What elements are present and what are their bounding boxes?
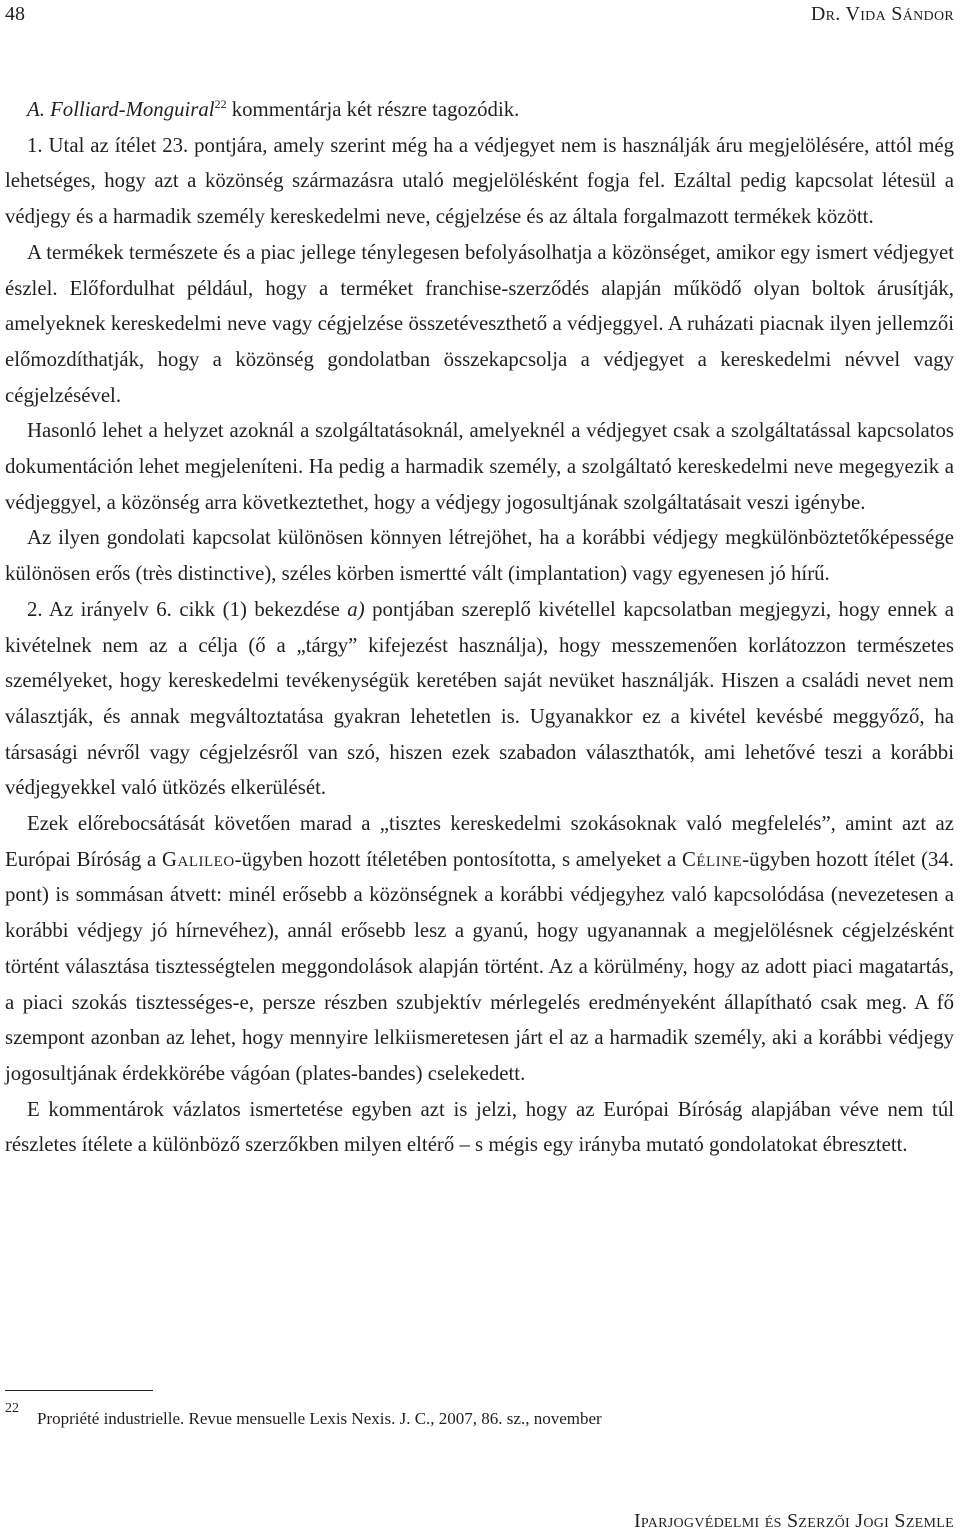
paragraph-products: A termékek természete és a piac jellege ténylegesen befolyásolhatja a közönséget, amikor egy ismert védjegyet észlel. Előfordulhat például, hogy a terméket franchise-szerződés alapján működő olyan boltok árusítják, amelyeknek kereskedelmi neve vagy cégjelzése összetéveszthető a védjeggyel. A ruházati piacnak ilyen jellemzői előmozdíthatják, hogy a közönség gondolatban összekapcsolja a védjegyet a kereskedelmi névvel vagy cégjelzésével. (5, 240, 954, 407)
paragraph-text: -ügyben hozott ítéletében pontosította, s amelyeket a (234, 847, 682, 871)
paragraph-point-1: 1. Utal az ítélet 23. pontjára, amely szerint még ha a védjegyet nem is használják áru megjelölésére, attól még lehetséges, hogy azt a közönség származásra utaló megjelölésként fogja fel. Ezáltal pedig kapcsolat létesül a védjegy és a harmadik személy kereskedelmi neve, cégjelzése és az általa forgalmazott termékek között. (5, 133, 954, 229)
footnote-number: 22 (5, 1401, 19, 1416)
paragraph-text: kommentárja két részre tagozódik. (226, 98, 520, 121)
paragraph-honest-practices (5, 806, 954, 1092)
running-title: Dr. Vida Sándor (810, 3, 954, 25)
paragraph-intro (5, 92, 954, 128)
case-name-celine: Céline (681, 847, 743, 871)
paragraph-text: Ezek előrebocsátását követően marad a „tisztes kereskedelmi szokásoknak való megfelelés”, amint azt az Európai Bíróság a (5, 812, 954, 871)
author-name: A. Folliard-Monguiral (27, 98, 215, 121)
footnote-divider (5, 1390, 153, 1391)
journal-footer: Iparjogvédelmi és Szerzői Jogi Szemle (633, 1510, 954, 1532)
paragraph-conclusion: E kommentárok vázlatos ismertetése egyben azt is jelzi, hogy az Európai Bíróság alapjában véve nem túl részletes ítélete a különböző szerzőkben milyen eltérő – s mégis egy irányba mutató gondolatokat ébresztett. (5, 1097, 954, 1157)
footnote-reference: 22 (214, 97, 227, 112)
page-number: 48 (5, 3, 25, 25)
paragraph-text: 2. Az irányelv 6. cikk (1) bekezdése (27, 597, 348, 621)
footnote-text: Propriété industrielle. Revue mensuelle Lexis Nexis. J. C., 2007, 86. sz., november (37, 1409, 602, 1428)
paragraph-text: pontjában szereplő kivétellel kapcsolatban megjegyzi, hogy ennek a kivételnek nem az a célja (ő a „tárgy” kifejezést használja), hogy messzemenően korlátozzon természetes személyeket, hogy kereskedelmi tevékenységük keretében saját nevüket használják. Hiszen a családi nevet nem választják, és annak megváltoztatása gyakran lehetetlen is. Ugyanakkor ez a kivétel kevésbé meggyőző, ha társasági névről vagy cégjelzésről van szó, hiszen ezek szabadon választhatók, ami lehetővé teszi a korábbi védjegyekkel való ütközés elkerülését. (5, 597, 954, 800)
paragraph-services: Hasonló lehet a helyzet azoknál a szolgáltatásoknál, amelyeknél a védjegyet csak a szolgáltatással kapcsolatos dokumentáción lehet megjeleníteni. Ha pedig a harmadik személy, a szolgáltató kereskedelmi neve megegyezik a védjeggyel, a közönség arra következtethet, hogy a védjegy jogosultjának szolgáltatásait veszi igénybe. (5, 419, 954, 514)
italic-letter: a) (347, 597, 365, 621)
paragraph-text: -ügyben hozott ítélet (34. pont) is sommásan átvett: minél erősebb a közönségnek a korábbi védjegyhez való kapcsolódása (nevezetesen a korábbi védjegy jó hírnevéhez), annál erősebb lesz a gyanú, hogy ugyanannak a megjelölésnek cégjelzésként történt választása tisztességtelen meggondolások alapján történt. Az a körülmény, hogy az adott piaci magatartás, a piaci szokás tisztességes-e, persze részben szubjektív mérlegelés eredményeként állapítható csak meg. A fő szempont azonban az lehet, hogy mennyire lelkiismeretesen járt el az a harmadik személy, aki a korábbi védjegy jogosultjának érdekkörébe vágóan (plates-bandes) cselekedett. (5, 847, 954, 1085)
paragraph-distinctiveness: Az ilyen gondolati kapcsolat különösen könnyen létrejöhet, ha a korábbi védjegy megkülönböztetőképessége különösen erős (très distinctive), széles körben ismertté vált (implantation) vagy egyenesen jó hírű. (5, 526, 954, 586)
paragraph-point-2 (5, 592, 954, 806)
case-name-galileo: Galileo (161, 847, 235, 871)
article-body (5, 92, 954, 1163)
page-header (5, 2, 954, 26)
